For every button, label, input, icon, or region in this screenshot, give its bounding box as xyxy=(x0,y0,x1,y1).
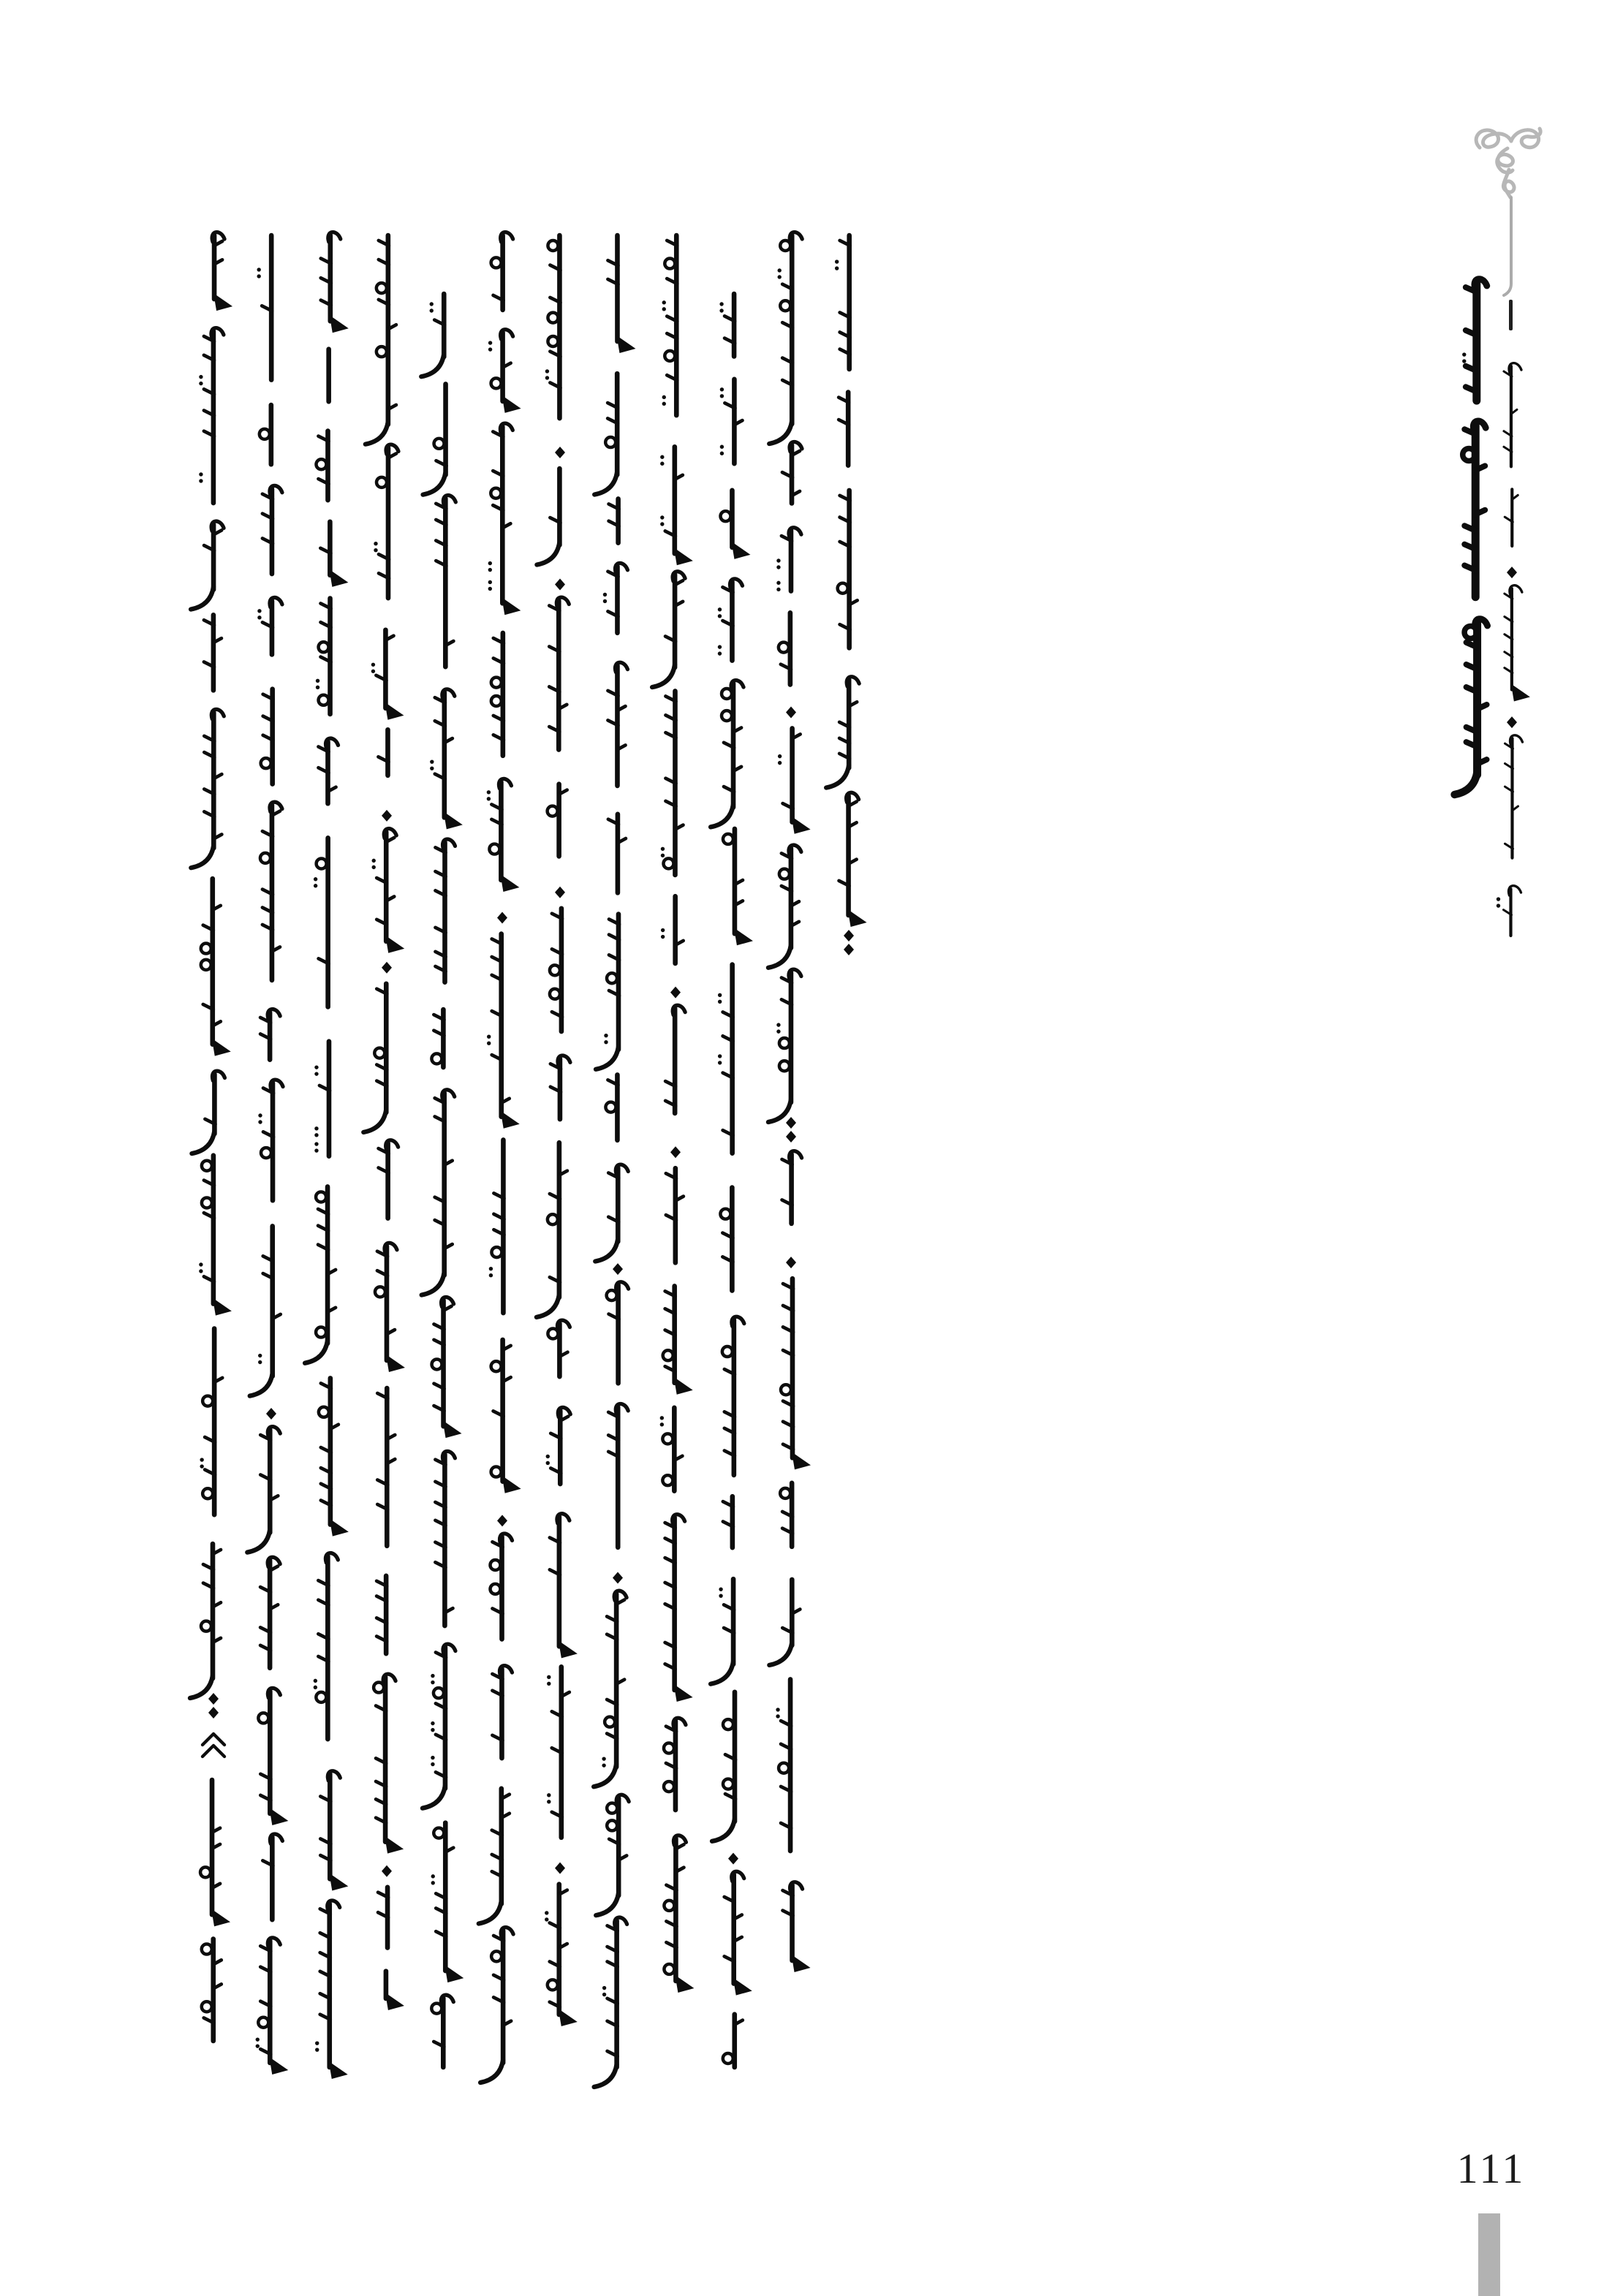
article-subtitle-column xyxy=(1459,363,1553,974)
flourish-ornament-icon xyxy=(1464,115,1559,298)
page-number: 111 xyxy=(1456,2145,1526,2192)
body-column xyxy=(796,232,890,990)
footer-accent-bar xyxy=(1478,2213,1500,2296)
